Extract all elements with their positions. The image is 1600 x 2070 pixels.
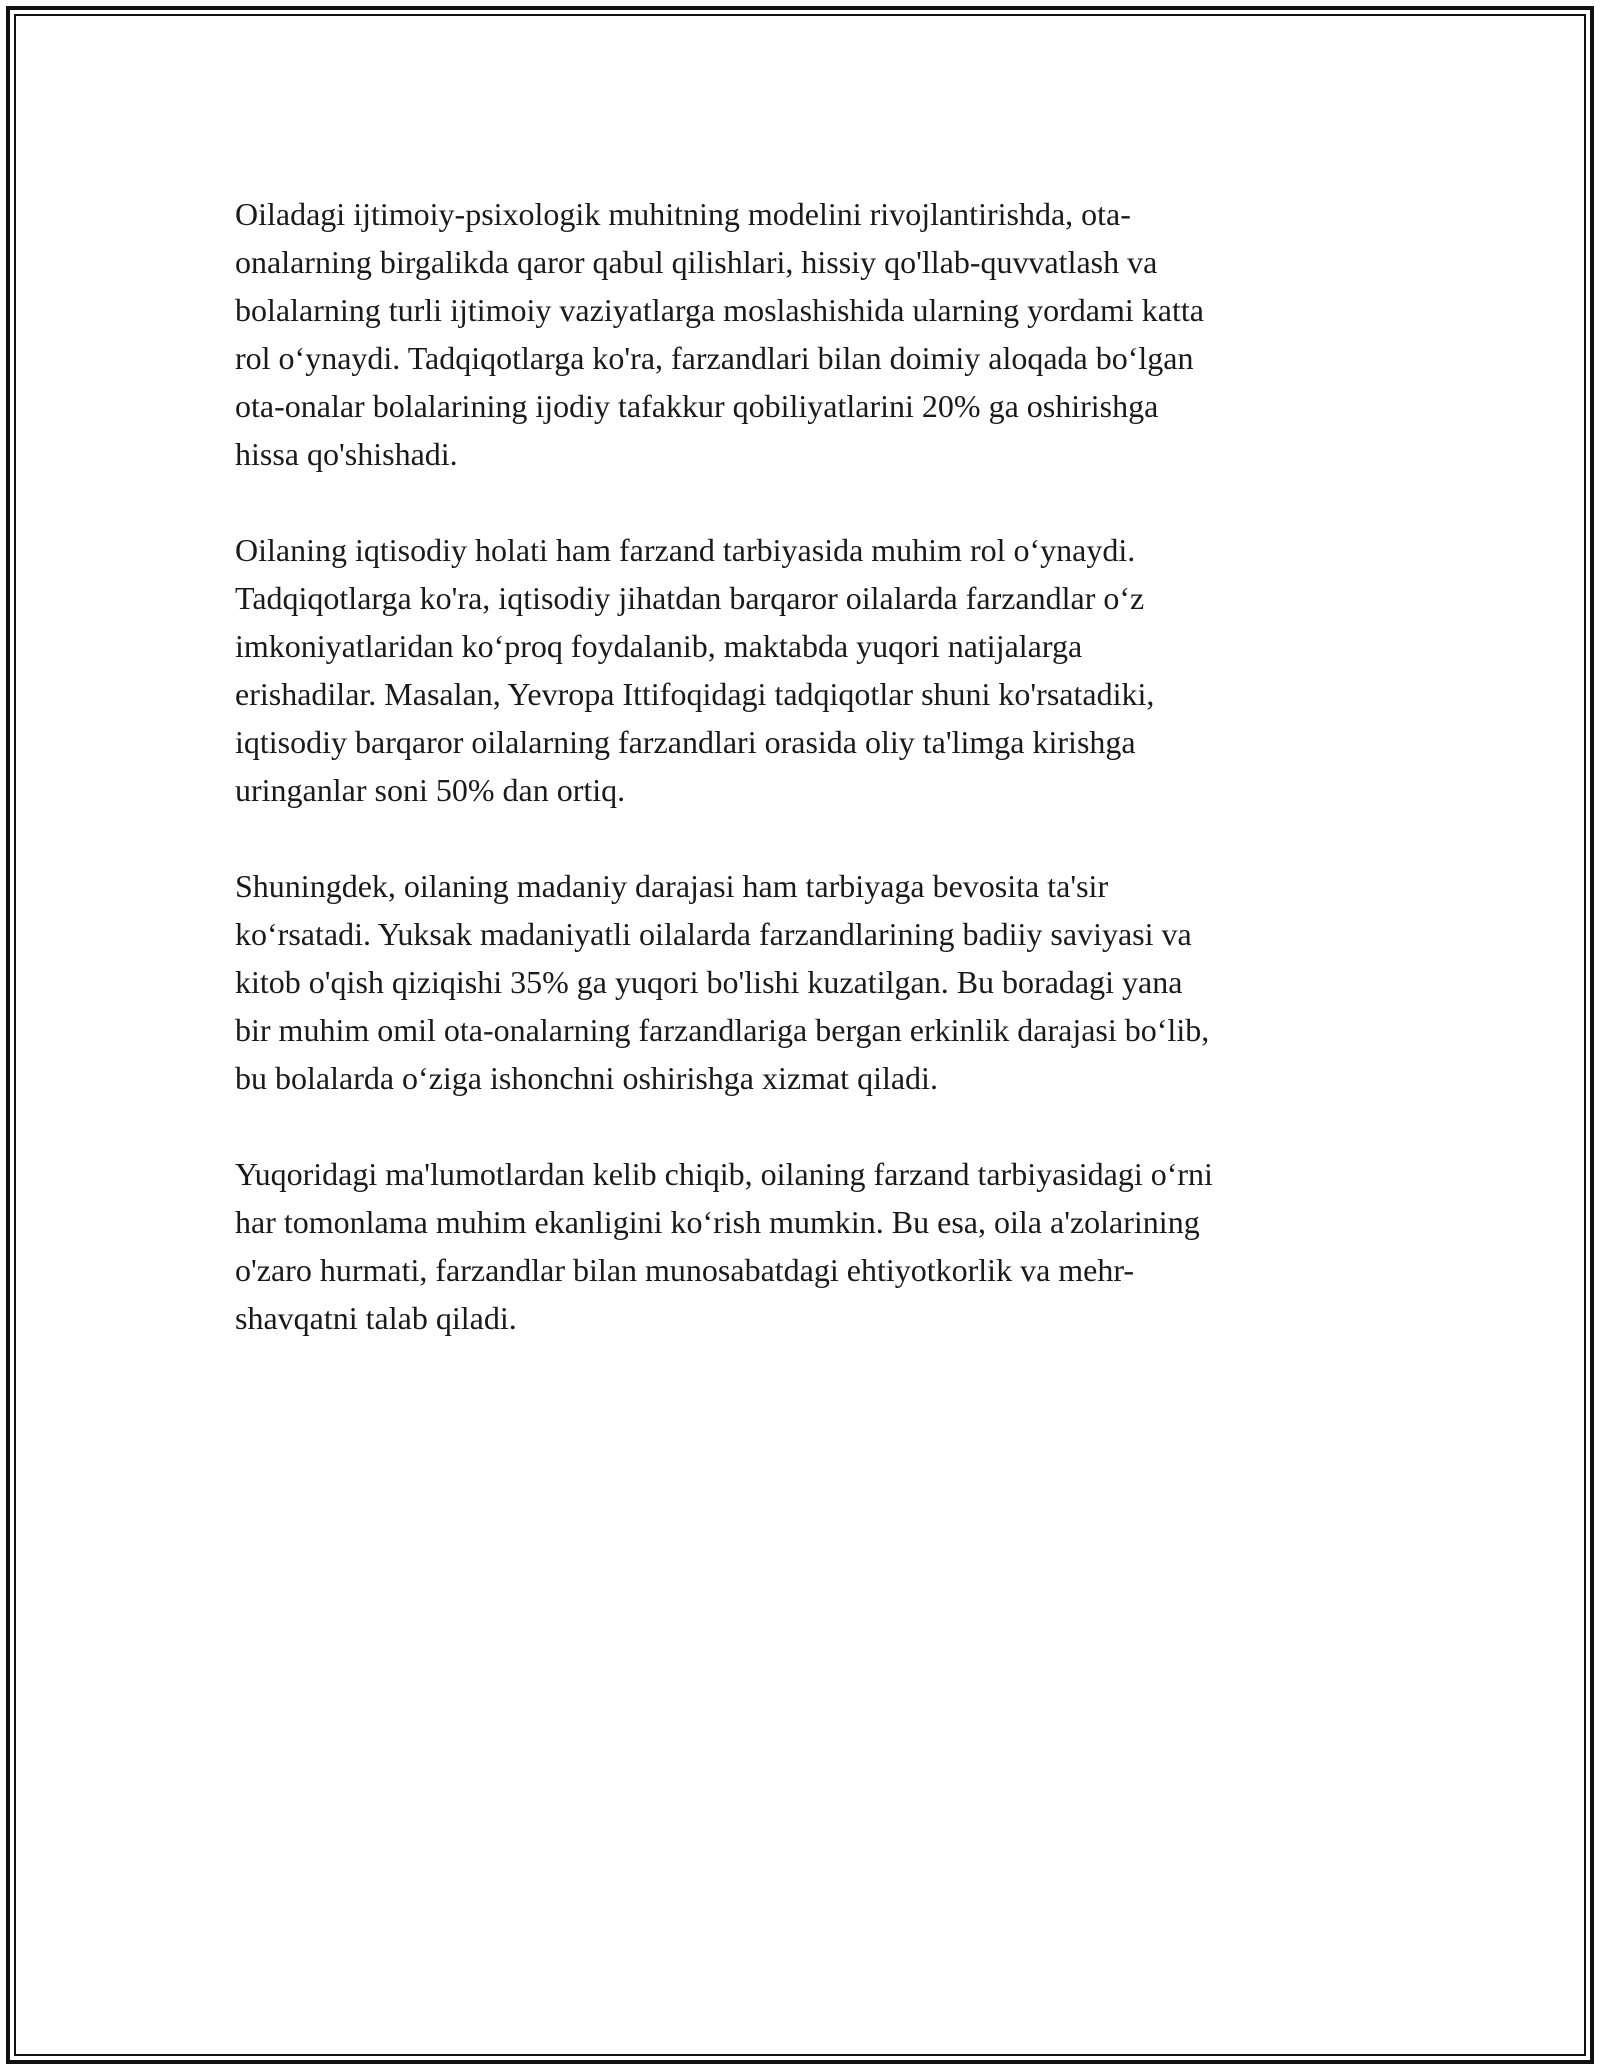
text-line: rol o‘ynaydi. Tadqiqotlarga ko'ra, farzandlari bilan doimiy aloqada bo‘lgan bbox=[235, 340, 1194, 376]
text-line: ota-onalar bolalarining ijodiy tafakkur qobiliyatlarini 20% ga oshirishga bbox=[235, 388, 1159, 424]
text-line: bir muhim omil ota-onalarning farzandlariga bergan erkinlik darajasi bo‘lib, bbox=[235, 1012, 1210, 1048]
text-line: erishadilar. Masalan, Yevropa Ittifoqidagi tadqiqotlar shuni ko'rsatadiki, bbox=[235, 676, 1155, 712]
text-line: bolalarning turli ijtimoiy vaziyatlarga moslashishida ularning yordami katta bbox=[235, 292, 1204, 328]
text-line: ko‘rsatadi. Yuksak madaniyatli oilalarda farzandlarining badiiy saviyasi va bbox=[235, 916, 1192, 952]
text-line: Oilaning iqtisodiy holati ham farzand tarbiyasida muhim rol o‘ynaydi. bbox=[235, 532, 1136, 568]
paragraph-3 bbox=[235, 862, 1365, 1102]
text-line: hissa qo'shishadi. bbox=[235, 436, 458, 472]
text-line: har tomonlama muhim ekanligini ko‘rish mumkin. Bu esa, oila a'zolarining bbox=[235, 1204, 1200, 1240]
text-line: uringanlar soni 50% dan ortiq. bbox=[235, 772, 626, 808]
paragraph-1 bbox=[235, 190, 1365, 478]
paragraph-4 bbox=[235, 1150, 1365, 1342]
text-line: imkoniyatlaridan ko‘proq foydalanib, maktabda yuqori natijalarga bbox=[235, 628, 1083, 664]
text-line: onalarning birgalikda qaror qabul qilishlari, hissiy qo'llab-quvvatlash va bbox=[235, 244, 1158, 280]
text-line: Shuningdek, oilaning madaniy darajasi ham tarbiyaga bevosita ta'sir bbox=[235, 868, 1109, 904]
paragraph-2 bbox=[235, 526, 1365, 814]
text-line: o'zaro hurmati, farzandlar bilan munosabatdagi ehtiyotkorlik va mehr- bbox=[235, 1252, 1135, 1288]
text-line: Oiladagi ijtimoiy-psixologik muhitning modelini rivojlantirishda, ota- bbox=[235, 196, 1131, 232]
text-line: Yuqoridagi ma'lumotlardan kelib chiqib, oilaning farzand tarbiyasidagi o‘rni bbox=[235, 1156, 1213, 1192]
text-line: bu bolalarda o‘ziga ishonchni oshirishga xizmat qiladi. bbox=[235, 1060, 938, 1096]
text-line: shavqatni talab qiladi. bbox=[235, 1300, 517, 1336]
text-line: iqtisodiy barqaror oilalarning farzandlari orasida oliy ta'limga kirishga bbox=[235, 724, 1136, 760]
document-body bbox=[235, 190, 1365, 1342]
text-line: Tadqiqotlarga ko'ra, iqtisodiy jihatdan barqaror oilalarda farzandlar o‘z bbox=[235, 580, 1145, 616]
text-line: kitob o'qish qiziqishi 35% ga yuqori bo'lishi kuzatilgan. Bu boradagi yana bbox=[235, 964, 1183, 1000]
